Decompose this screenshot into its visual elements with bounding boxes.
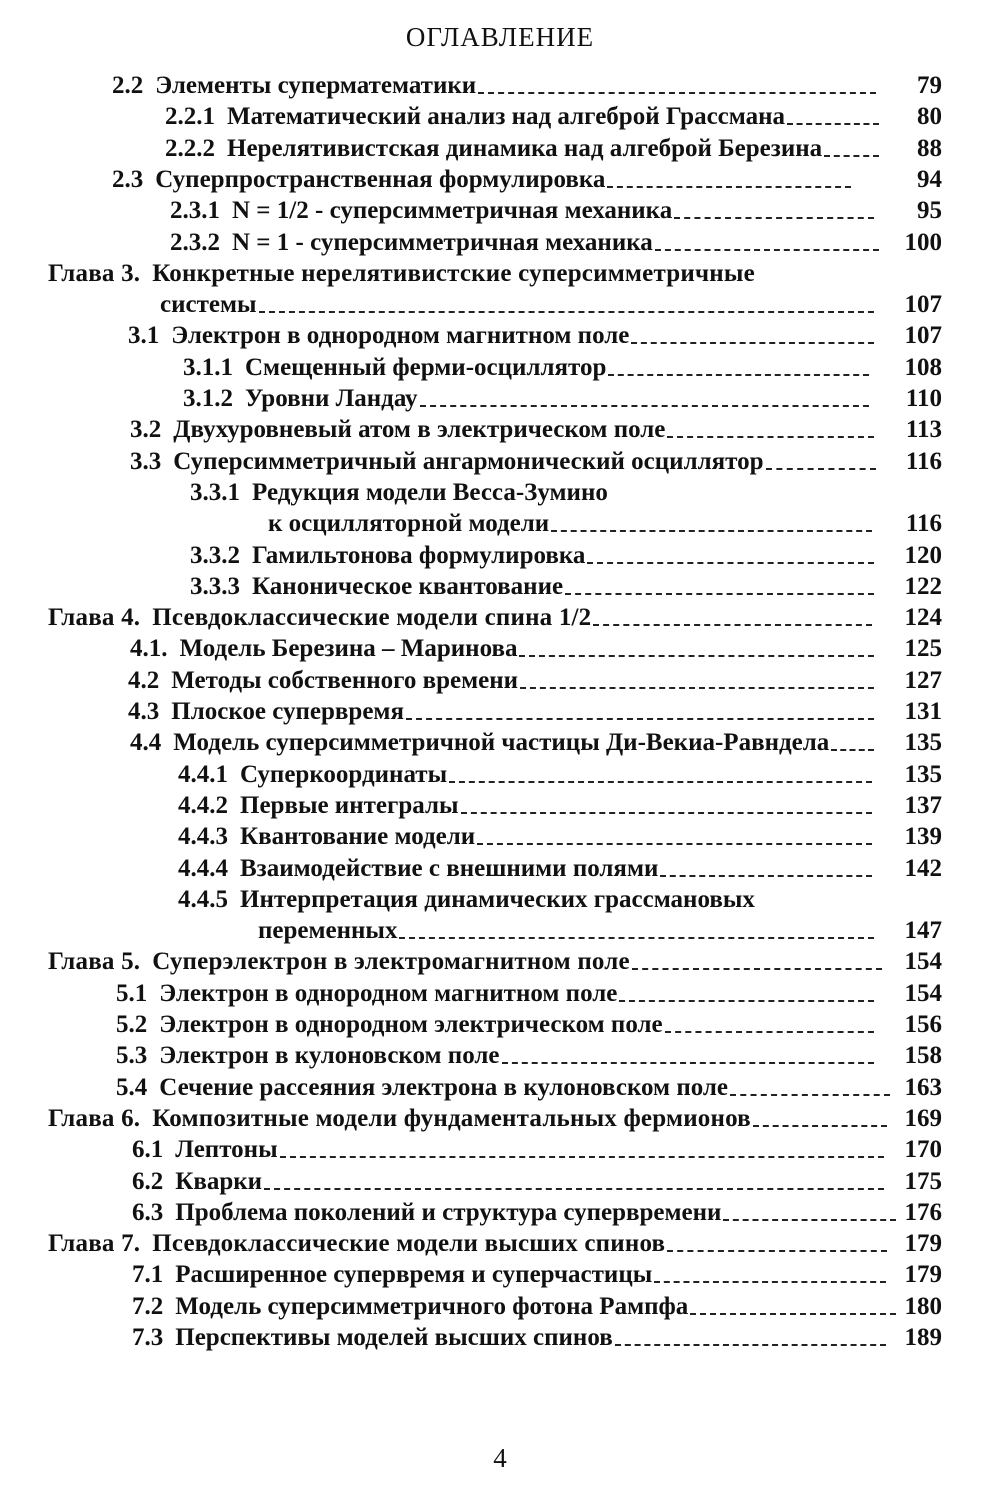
toc-entry-number: 2.2 [112, 72, 144, 99]
toc-entry [132, 1197, 942, 1228]
dot-leader [730, 1094, 890, 1096]
toc-entry [190, 571, 942, 602]
toc-entry-page: 95 [917, 197, 942, 225]
toc-entry-number: Глава 4. [48, 604, 141, 632]
toc-entry-number: 3.1.2 [183, 385, 233, 412]
toc-entry-number: 5.4 [116, 1073, 148, 1101]
dot-leader [478, 92, 876, 94]
toc-entry [116, 1072, 942, 1103]
toc-entry-page: 156 [904, 1011, 942, 1038]
dot-leader [565, 593, 874, 595]
toc-entry [128, 320, 942, 351]
toc-entry [112, 164, 942, 195]
toc-entry-number: 4.4.4 [178, 854, 228, 882]
toc-entry-number: 6.2 [132, 1167, 164, 1195]
toc-entry-page: 154 [904, 979, 942, 1007]
dot-leader [674, 217, 874, 219]
toc-entry-number: 7.3 [132, 1324, 164, 1351]
toc-entry-page: 163 [904, 1073, 942, 1101]
dot-leader [619, 1000, 874, 1002]
toc-entry-title: N = 1/2 - суперсимметричная механика [232, 197, 673, 225]
dot-leader [587, 562, 874, 564]
dot-leader [593, 624, 872, 626]
toc-entry-title: Нерелятивистская динамика над алгеброй Березина [227, 134, 823, 162]
page-number: 4 [493, 1443, 507, 1473]
toc-entry-page: 179 [904, 1261, 942, 1289]
toc-entry-page: 176 [904, 1198, 942, 1226]
toc-chapter-entry [48, 1103, 942, 1134]
toc-entry-number: 3.3.3 [190, 572, 240, 600]
toc-chapter-entry [48, 946, 942, 977]
toc-entry [258, 915, 942, 946]
toc-entry [128, 665, 942, 696]
toc-entry [183, 383, 942, 414]
toc-entry [190, 477, 640, 508]
dot-leader [280, 1156, 884, 1158]
toc-entry-title: Плоское супервремя [171, 698, 404, 725]
toc-entry-page: 189 [904, 1324, 942, 1351]
toc-entry-number: 5.3 [116, 1042, 148, 1070]
toc-entry-page: 179 [904, 1230, 942, 1258]
toc-entry-title: Псевдоклассические модели спина 1/2 [152, 604, 592, 632]
toc-entry-title: Суперэлектрон в электромагнитном поле [152, 948, 630, 976]
dot-leader [477, 843, 872, 845]
toc-entry-title: Взаимодействие с внешними полями [240, 854, 659, 882]
dot-leader [607, 186, 851, 188]
dot-leader [502, 1062, 874, 1064]
toc-entry-number: 5.1 [116, 979, 148, 1007]
toc-entry [165, 133, 942, 164]
dot-leader [660, 875, 872, 877]
toc-entry-number: Глава 3. [48, 259, 141, 287]
dot-leader [449, 781, 872, 783]
dot-leader [264, 1188, 884, 1190]
toc-entry-number: 4.3 [128, 698, 160, 725]
toc-entry [132, 1291, 942, 1322]
toc-entry-title: Расширенное супервремя и суперчастицы [175, 1261, 653, 1289]
toc-entry-title: Лептоны [175, 1136, 278, 1164]
toc-entry-number: 3.1 [128, 322, 160, 350]
toc-entry [160, 289, 942, 320]
toc-entry [132, 1322, 942, 1353]
toc-entry-number: 3.1.1 [183, 353, 233, 381]
toc-entry-number: 7.2 [132, 1292, 164, 1320]
toc-entry-page: 100 [904, 228, 942, 256]
toc-entry-page: 175 [904, 1167, 942, 1195]
toc-entry [132, 1166, 942, 1197]
toc-entry-number: 2.2.2 [165, 134, 215, 162]
dot-leader [632, 968, 882, 970]
toc-entry-title: Математический анализ над алгеброй Грассмана [227, 103, 786, 131]
dot-leader [655, 249, 879, 251]
toc-entry-number: 3.3 [130, 447, 162, 475]
toc-entry [130, 633, 942, 664]
toc-entry-title: Элементы суперматематики [155, 72, 477, 99]
toc-entry-title: Электрон в однородном магнитном поле [159, 979, 618, 1007]
toc-entry-page: 94 [917, 165, 942, 193]
toc-entry-page: 158 [904, 1042, 942, 1070]
toc-entry-page: 142 [904, 854, 942, 882]
toc-entry-page: 154 [904, 948, 942, 976]
toc-entry [130, 727, 942, 758]
dot-leader [551, 530, 872, 532]
dot-leader [259, 311, 874, 313]
toc-entry-page: 122 [904, 572, 942, 600]
toc-entry-number: 5.2 [116, 1011, 148, 1038]
toc-entry [178, 790, 942, 821]
dot-leader [824, 155, 879, 157]
dot-leader [461, 812, 872, 814]
dot-leader [766, 468, 877, 470]
toc-entry-title: Сечение рассеяния электрона в кулоновском поле [159, 1073, 729, 1101]
toc-entry [130, 414, 942, 445]
toc-entry-page: 79 [917, 72, 942, 99]
toc-entry-title: Гамильтонова формулировка [252, 541, 586, 569]
toc-entry-title: Двухуровневый атом в электрическом поле [173, 416, 666, 444]
toc-entry-number: 2.3.1 [170, 197, 220, 225]
toc-entry-title: Псевдоклассические модели высших спинов [152, 1230, 666, 1258]
toc-entry-page: 124 [904, 604, 942, 632]
toc-entry [170, 195, 942, 226]
dot-leader [420, 405, 869, 407]
toc-entry-number: 4.1. [130, 635, 168, 663]
toc-entry-title: системы [160, 291, 257, 319]
toc-entry-title: Интерпретация динамических грассмановых [240, 885, 755, 913]
toc-entry-title: Композитные модели фундаментальных фермионов [152, 1104, 751, 1132]
toc-entry-number: 6.3 [132, 1198, 164, 1226]
toc-entry-number: 2.2.1 [165, 103, 215, 131]
toc-entry-page: 116 [905, 447, 942, 475]
toc-entry-number: Глава 7. [48, 1230, 141, 1258]
toc-entry-page: 137 [904, 791, 942, 819]
toc-entry-title: Суперсимметричный ангармонический осциллятор [173, 447, 764, 475]
toc-entry-number: 4.4.5 [178, 885, 228, 913]
toc-entry-title: Смещенный ферми-осциллятор [245, 353, 607, 381]
dot-leader [667, 436, 874, 438]
toc-entry-number: 3.2 [130, 416, 162, 444]
dot-leader [723, 1219, 896, 1221]
toc-entry-number: Глава 5. [48, 948, 141, 976]
toc-entry-number: 4.2 [128, 666, 160, 694]
toc-entry-number: 4.4.3 [178, 823, 228, 851]
dot-leader [615, 1344, 886, 1346]
dot-leader [831, 749, 874, 751]
toc-entry-number: 3.3.2 [190, 541, 240, 569]
toc-entry-page: 147 [904, 917, 942, 945]
toc-entry-page: 135 [904, 760, 942, 788]
toc-entry-page: 116 [905, 510, 942, 538]
toc-entry-title: Кварки [175, 1167, 263, 1195]
toc-entry-title: N = 1 - суперсимметричная механика [232, 228, 653, 256]
dot-leader [631, 342, 874, 344]
toc-entry-page: 131 [904, 698, 942, 725]
toc-entry-title: Модель Березина – Маринова [179, 635, 518, 663]
toc-entry-page: 139 [904, 823, 942, 851]
dot-leader [665, 1031, 874, 1033]
toc-entry-title: к осцилляторной модели [268, 510, 550, 538]
toc-entry [132, 1259, 942, 1290]
toc-entry-title: Проблема поколений и структура супервремени [175, 1198, 722, 1226]
toc-entry-page: 107 [904, 291, 942, 319]
toc-entry-title: Электрон в кулоновском поле [159, 1042, 500, 1070]
dot-leader [406, 718, 874, 720]
toc-entry [128, 696, 942, 727]
dot-leader [519, 655, 874, 657]
toc-entry-title: переменных [258, 917, 398, 945]
toc-entry-page: 120 [904, 541, 942, 569]
toc-entry-page: 169 [904, 1104, 942, 1132]
toc-entry-page: 107 [904, 322, 942, 350]
toc-entry [132, 1134, 942, 1165]
toc-entry-title: Перспективы моделей высших спинов [175, 1324, 613, 1351]
toc-entry-title: Конкретные нерелятивистские суперсимметричные [152, 259, 755, 287]
toc-entry-page: 113 [905, 416, 942, 444]
dot-leader [690, 1313, 896, 1315]
toc-entry-page: 127 [904, 666, 942, 694]
toc-entry-number: 4.4.2 [178, 791, 228, 819]
toc-entry-title: Первые интегралы [240, 791, 459, 819]
toc-entry [170, 227, 942, 258]
toc-entry-number: 2.3.2 [170, 228, 220, 256]
toc-chapter-entry [48, 258, 818, 289]
toc-entry [178, 759, 942, 790]
toc-entry [190, 540, 942, 571]
toc-entry-number: 7.1 [132, 1261, 164, 1289]
dot-leader [399, 937, 874, 939]
dot-leader [753, 1125, 887, 1127]
toc-entry [116, 1040, 942, 1071]
toc-entry-number: 4.4 [130, 729, 162, 757]
toc-entry-title: Электрон в однородном магнитном поле [171, 322, 630, 350]
toc-entry [268, 508, 942, 539]
toc-entry-number: 6.1 [132, 1136, 164, 1164]
toc-entry [165, 101, 942, 132]
toc-entry [178, 853, 942, 884]
dot-leader [654, 1281, 886, 1283]
toc-entry-title: Электрон в однородном электрическом поле [159, 1011, 663, 1038]
toc-entry-page: 170 [904, 1136, 942, 1164]
dot-leader [608, 374, 869, 376]
toc-entry-page: 180 [904, 1292, 942, 1320]
toc-entry-title: Суперпространственная формулировка [155, 165, 606, 193]
dot-leader [667, 1250, 887, 1252]
toc-entry-page: 80 [917, 103, 942, 131]
toc-entry [112, 70, 942, 101]
toc-entry-title: Квантование модели [240, 823, 476, 851]
toc-entry-title: Модель суперсимметричного фотона Рампфа [175, 1292, 689, 1320]
toc-entry-title: Уровни Ландау [245, 385, 418, 412]
toc-entry-number: 3.3.1 [190, 478, 240, 506]
toc-entry-page: 135 [904, 729, 942, 757]
toc-entry [116, 1009, 942, 1040]
toc-entry-title: Модель суперсимметричной частицы Ди-Векиа-Равндела [173, 729, 830, 757]
toc-entry-page: 88 [917, 134, 942, 162]
toc-entry [116, 978, 942, 1009]
dot-leader [787, 123, 879, 125]
toc-entry-title: Суперкоординаты [240, 760, 448, 788]
toc-chapter-entry [48, 1228, 942, 1259]
toc-entry-page: 108 [904, 353, 942, 381]
toc-entry [183, 352, 942, 383]
toc-entry [178, 821, 942, 852]
dot-leader [520, 687, 874, 689]
page-title: ОГЛАВЛЕНИЕ [405, 22, 595, 52]
toc-entry [130, 446, 942, 477]
toc-chapter-entry [48, 602, 942, 633]
toc-entry-number: 2.3 [112, 165, 144, 193]
toc-entry-number: 4.4.1 [178, 760, 228, 788]
toc-entry-number: Глава 6. [48, 1104, 141, 1132]
toc-entry [178, 884, 798, 915]
toc-entry-page: 110 [905, 385, 942, 412]
toc-entry-page: 125 [904, 635, 942, 663]
toc-entry-title: Каноническое квантование [252, 572, 564, 600]
toc-entry-title: Методы собственного времени [171, 666, 519, 694]
toc-entry-title: Редукция модели Весса-Зумино [252, 478, 608, 506]
